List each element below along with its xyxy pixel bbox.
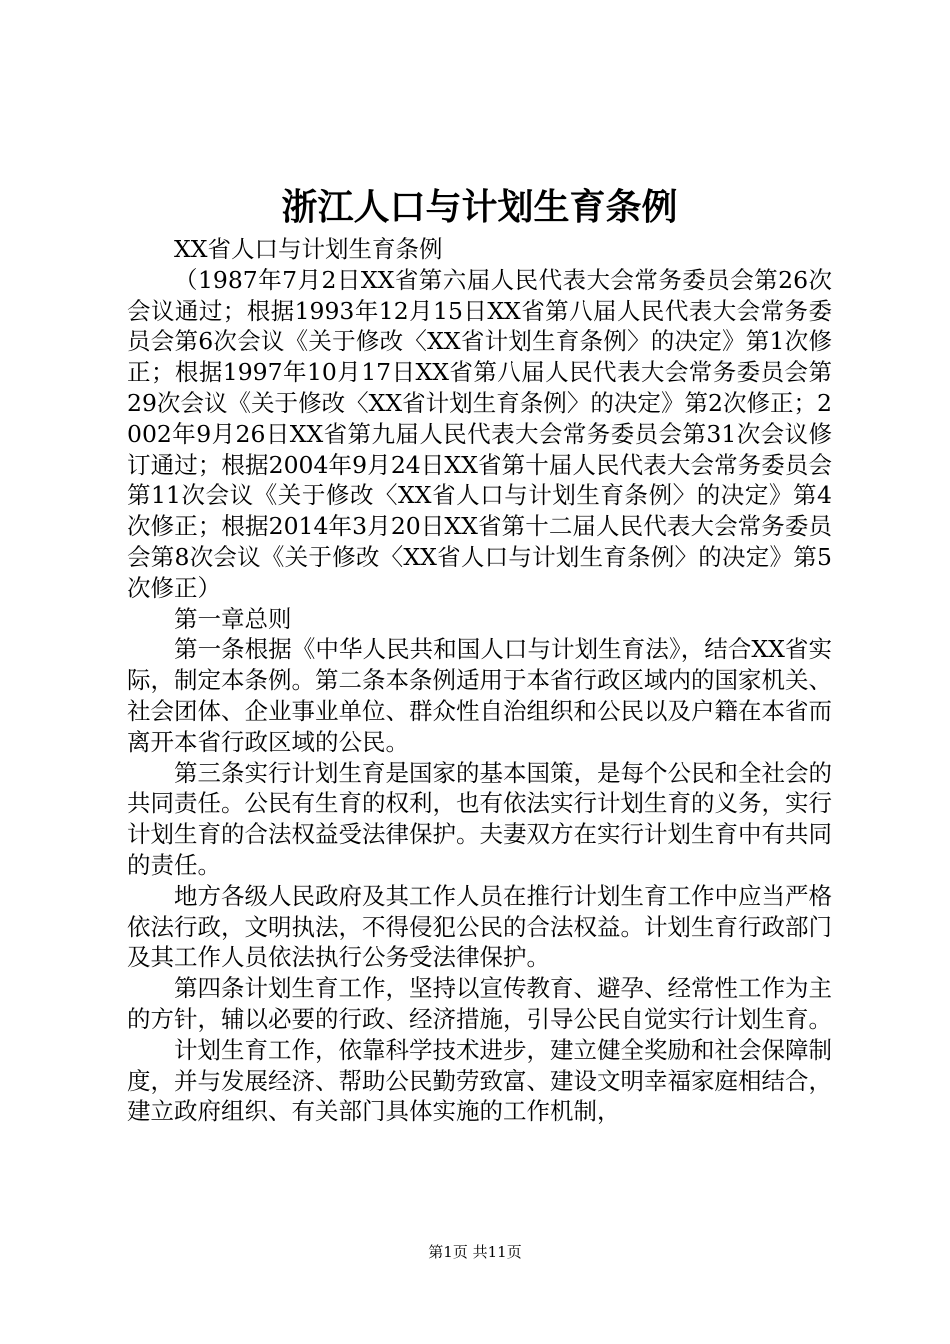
paragraph-article-3-cont: 地方各级人民政府及其工作人员在推行计划生育工作中应当严格依法行政，文明执法，不得侵犯公民的合法权益。计划生育行政部门及其工作人员依法执行公务受法律保护。 (127, 881, 832, 972)
paragraph-subtitle: XX省人口与计划生育条例 (174, 235, 443, 263)
document-body (127, 234, 832, 1127)
page-footer: 第1页 共11页 (428, 1243, 522, 1261)
paragraph-amendment-history: （1987年7月2日XX省第六届人民代表大会常务委员会第26次会议通过；根据1993年12月15日XX省第八届人民代表大会常务委员会第6次会议《关于修改〈XX省计划生育条例〉的决定》第1次修正；根据1997年10月17日XX省第八届人民代表大会常务委员会第29次会议《关于修改〈XX省计划生育条例〉的决定》第2次修正；2002年9月26日XX省第九届人民代表大会常务委员会第31次会议修订通过；根据2004年9月24日XX省第十届人民代表大会常务委员会第11次会议《关于修改〈XX省人口与计划生育条例〉的决定》第4次修正；根据2014年3月20日XX省第十二届人民代表大会常务委员会第8次会议《关于修改〈XX省人口与计划生育条例〉的决定》第5次修正） (127, 265, 832, 602)
document-title: 浙江人口与计划生育条例 (281, 186, 678, 228)
paragraph-article-4: 第四条计划生育工作，坚持以宣传教育、避孕、经常性工作为主的方针，辅以必要的行政、经济措施，引导公民自觉实行计划生育。 (127, 974, 832, 1033)
paragraph-chapter-heading: 第一章总则 (174, 604, 292, 633)
paragraph-article-4-cont: 计划生育工作，依靠科学技术进步，建立健全奖励和社会保障制度，并与发展经济、帮助公民勤劳致富、建设文明幸福家庭相结合，建立政府组织、有关部门具体实施的工作机制， (127, 1035, 832, 1126)
paragraph-article-3: 第三条实行计划生育是国家的基本国策，是每个公民和全社会的共同责任。公民有生育的权利，也有依法实行计划生育的义务，实行计划生育的合法权益受法律保护。夫妻双方在实行计划生育中有共同的责任。 (127, 758, 832, 879)
document-page (127, 0, 832, 1344)
paragraph-article-1-2: 第一条根据《中华人民共和国人口与计划生育法》，结合XX省实际，制定本条例。第二条本条例适用于本省行政区域内的国家机关、社会团体、企业事业单位、群众性自治组织和公民以及户籍在本省而离开本省行政区域的公民。 (127, 635, 832, 756)
